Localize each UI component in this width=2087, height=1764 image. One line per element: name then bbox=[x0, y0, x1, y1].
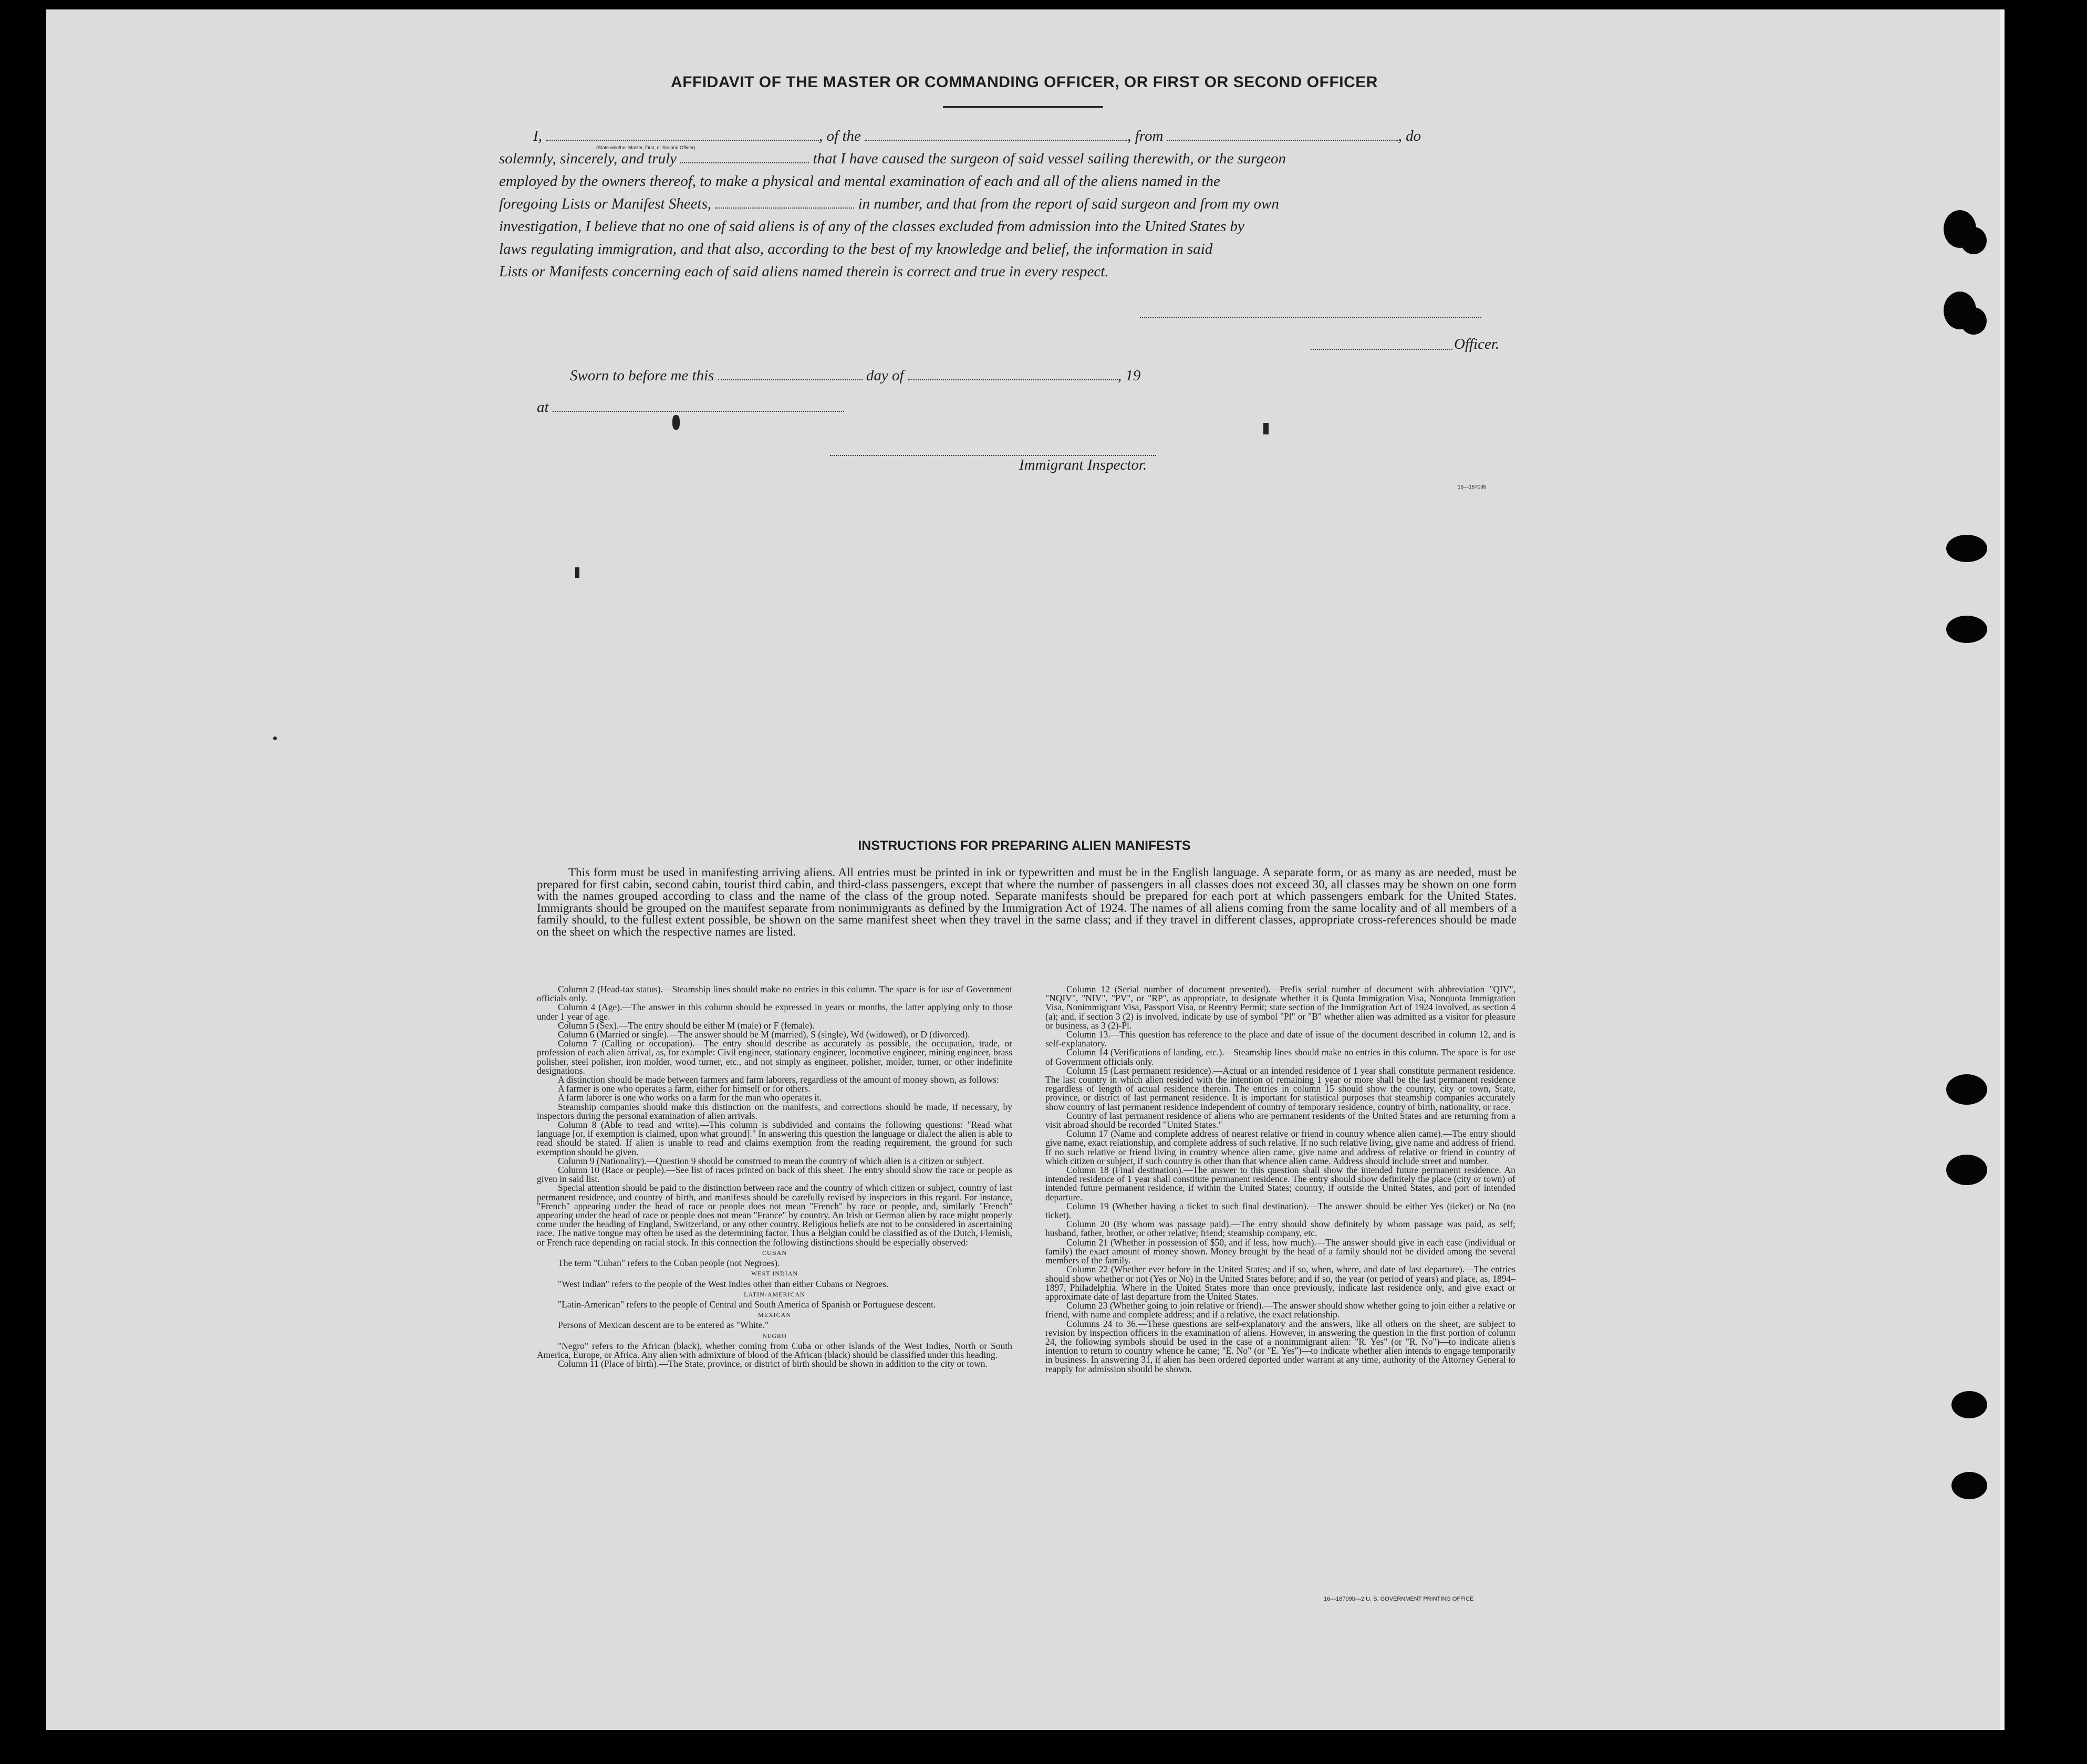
race-heading: CUBAN bbox=[762, 1249, 787, 1257]
race-heading: WEST INDIAN bbox=[751, 1270, 798, 1278]
vessel-name-field[interactable] bbox=[865, 139, 1127, 141]
instruction-paragraph: Column 18 (Final destination).—The answer to this question shall show the intended future permanent residence. An intended residence of 1 year shall constitute permanent residence. The entry should show definitely the place (city or town) of intended future permanent residence, if within the United States; country, if outside the United States, and port of intended departure. bbox=[1045, 1165, 1515, 1202]
officer-title-line[interactable] bbox=[1311, 349, 1452, 350]
instruction-paragraph: Column 23 (Whether going to join relative or friend).—The answer should show whether going to join either a relative or friend, with name and complete address; and if a relative, the exact relationship. bbox=[1045, 1300, 1515, 1320]
sheet-count-field[interactable] bbox=[715, 207, 854, 209]
race-definition: "Latin-American" refers to the people of Central and South America of Spanish or Portuguese descent. bbox=[558, 1299, 936, 1310]
punch-hole bbox=[1951, 1472, 1987, 1499]
officer-rank-field[interactable] bbox=[546, 139, 819, 141]
inspector-label: Immigrant Inspector. bbox=[1019, 456, 1147, 473]
instruction-paragraph: Steamship companies should make this distinction on the manifests, and corrections should be made, if necessary, by inspectors during the personal examination of alien arrivals. bbox=[537, 1101, 1012, 1121]
instruction-paragraph: Column 15 (Last permanent residence).—Actual or an intended residence of 1 year shall constitute permanent residence. The last country in which alien resided with the intention of remaining 1 year or more shall be the last permanent residence regardless of length of actual residence therein. The entries in column 15 should show the country, city or town, State, province, or district of last permanent residence. It is important for statistical purposes that steamship companies accurately show country of last permanent residence independent of country of temporary residence, country of birth, nationality, or race. bbox=[1045, 1065, 1515, 1112]
affidavit-solemnly: solemnly, sincerely, and truly bbox=[499, 150, 677, 167]
race-heading: MEXICAN bbox=[758, 1311, 791, 1319]
punch-hole bbox=[1951, 1391, 1987, 1418]
race-heading: LATIN-AMERICAN bbox=[744, 1290, 805, 1298]
race-definition: "Negro" refers to the African (black), whether coming from Cuba or other islands of the West Indies, North or South America, Europe, or Africa. Any alien with admixture of blood of the African (black) should be classified under this heading. bbox=[537, 1340, 1012, 1360]
ink-mark bbox=[273, 736, 277, 740]
at-label: at bbox=[537, 399, 549, 416]
sworn-line bbox=[570, 365, 1140, 387]
instruction-paragraph: Column 2 (Head-tax status).—Steamship lines should make no entries in this column. The space is for use of Government officials only. bbox=[537, 984, 1012, 1004]
sworn-label: Sworn to before me this bbox=[570, 367, 714, 384]
instruction-paragraph: A farmer is one who operates a farm, either for himself or for others. bbox=[558, 1083, 811, 1094]
instructions-right-column bbox=[1045, 985, 1515, 1374]
instruction-paragraph: Column 21 (Whether in possession of $50, and if less, how much).—The answer should give in each case (individual or family) the exact amount of money shown. Money brought by the head of a family should not be divided among the several members of the family. bbox=[1045, 1237, 1515, 1266]
punch-hole bbox=[1946, 535, 1987, 562]
affidavit-line-3: employed by the owners thereof, to make a physical and mental examination of each and all of the aliens named in the bbox=[499, 173, 1220, 190]
race-definition: The term "Cuban" refers to the Cuban people (not Negroes). bbox=[558, 1258, 780, 1269]
affidavit-surgeon-text: that I have caused the surgeon of said vessel sailing therewith, or the surgeon bbox=[813, 150, 1286, 167]
affidavit-i: I, bbox=[533, 128, 542, 144]
instruction-paragraph: Column 8 (Able to read and write).—This column is subdivided and contains the following questions: "Read what language [or, if exemption is claimed, upon what ground]." In answering this question the language or dialect the alien is able to read should be stated. If alien is unable to read and claims exemption from the reading requirement, the ground for such exemption should be given. bbox=[537, 1119, 1012, 1157]
instruction-paragraph: A distinction should be made between farmers and farm laborers, regardless of the amount of money shown, as follows: bbox=[558, 1074, 999, 1085]
instruction-paragraph: Column 22 (Whether ever before in the United States; and if so, when, where, and date of last departure).—The entries should show whether or not (Yes or No) in the United States before; and if so, the year (or period of years) and place, as, 1894–1897, Philadelphia. Where in the United States more than once previously, indicate last residence only, and give exact or approximate date of last departure from the United States. bbox=[1045, 1264, 1515, 1302]
year-label: , 19 bbox=[1117, 367, 1141, 384]
instruction-paragraph: Column 10 (Race or people).—See list of races printed on back of this sheet. The entry should show the race or people as given in said list. bbox=[537, 1165, 1012, 1185]
instruction-paragraph: Column 12 (Serial number of document presented).—Prefix serial number of document with abbreviation "QIV", "NQIV", "NIV", "PV", or "RP", as appropriate, to designate whether it is Quota Immigration Visa, Nonquota Immigration Visa, Nonimmigrant Visa, Passport Visa, or Reentry Permit; state section of the Immigration Act of 1924 involved, as section 4 (a); and, if section 3 (2) is involved, indicate by use of symbol "Pl" or "B" whether alien was admitted as a visitor for pleasure or business, as 3 (2)-Pl. bbox=[1045, 984, 1515, 1031]
instructions-title: INSTRUCTIONS FOR PREPARING ALIEN MANIFESTS bbox=[858, 838, 1191, 853]
do-label: , do bbox=[1398, 128, 1421, 144]
printing-office-footer: 16—18709b—2 U. S. GOVERNMENT PRINTING OFFICE bbox=[1324, 1596, 1474, 1602]
officer-rank-note: (State whether Master, First, or Second Officer) bbox=[596, 145, 695, 150]
instruction-paragraph: Country of last permanent residence of aliens who are permanent residents of the United States and are returning from a visit abroad should be recorded "United States." bbox=[1045, 1110, 1515, 1130]
oath-type-field[interactable] bbox=[680, 162, 809, 163]
sworn-day-field[interactable] bbox=[718, 379, 863, 380]
affidavit-foregoing: foregoing Lists or Manifest Sheets, bbox=[499, 195, 712, 212]
sworn-place-field[interactable] bbox=[553, 410, 844, 412]
affidavit-line-2 bbox=[499, 148, 1515, 170]
instruction-paragraph: Column 14 (Verifications of landing, etc.).—Steamship lines should make no entries in this column. The space is for use of Government officials only. bbox=[1045, 1047, 1515, 1067]
instruction-paragraph: A farm laborer is one who works on a farm for the man who operates it. bbox=[558, 1092, 822, 1103]
officer-label: Officer. bbox=[1454, 336, 1500, 352]
affidavit-line-7: Lists or Manifests concerning each of said aliens named therein is correct and true in every respect. bbox=[499, 263, 1109, 280]
instruction-paragraph: Column 7 (Calling or occupation).—The entry should describe as accurately as possible, the occupation, trade, or profession of each alien arrival, as, for example: Civil engineer, stationary engineer, locomotive engineer, mining engineer, brass polisher, steel polisher, iron molder, wood turner, etc., and not simply as engineer, polisher, molder, turner, or other indefinite designations. bbox=[537, 1038, 1012, 1076]
affidavit-line-4 bbox=[499, 193, 1279, 215]
title-rule bbox=[943, 106, 1103, 108]
punch-hole bbox=[1946, 1074, 1987, 1105]
instruction-paragraph: Column 17 (Name and complete address of nearest relative or friend in country whence alien came).—The entry should give name, exact relationship, and complete address of such relative. If no such relative living, give name and address of friend. If no such relative or friend living in country whence alien came, give name and address of relative or friend in country of which citizen or subject, if such country is other than that whence alien came. Address should include street and number. bbox=[1045, 1128, 1515, 1166]
instruction-paragraph: Column 20 (By whom was passage paid).—The entry should show definitely by whom passage was paid, as self; husband, father, brother, or other relative; friend; steamship company, etc. bbox=[1045, 1219, 1515, 1239]
sworn-month-field[interactable] bbox=[908, 379, 1118, 380]
instruction-paragraph: Columns 24 to 36.—These questions are self-explanatory and the answers, like all others on the sheet, are subject to revision by inspection officers in the examination of aliens. However, in answering the question in the first portion of column 24, the following symbols should be used in the case of a nonimmigrant alien: "R. Yes" (or "R. No")—to indicate alien's intention to return to country whence he came; "E. No" (or "E. Yes")—to indicate whether alien intends to engage temporarily in business. In answering 31, if alien has been ordered deported under warrant at any time, authority of the Attorney General to reapply for admission should be shown. bbox=[1045, 1318, 1515, 1374]
instruction-paragraph: Column 11 (Place of birth).—The State, province, or district of birth should be shown in addition to the city or town. bbox=[558, 1358, 988, 1369]
race-heading: NEGRO bbox=[762, 1332, 787, 1340]
race-definition: Persons of Mexican descent are to be entered as "White." bbox=[558, 1320, 769, 1331]
affidavit-line-5: investigation, I believe that no one of said aliens is of any of the classes excluded from admission into the United States by bbox=[499, 218, 1244, 235]
affidavit-title: AFFIDAVIT OF THE MASTER OR COMMANDING OFFICER, OR FIRST OR SECOND OFFICER bbox=[671, 74, 1378, 91]
ink-mark bbox=[575, 567, 579, 578]
punch-hole bbox=[1960, 307, 1987, 335]
affidavit-line-1 bbox=[533, 125, 1515, 148]
punch-hole bbox=[1946, 616, 1987, 643]
punch-hole bbox=[1946, 1155, 1987, 1185]
instruction-paragraph: Column 5 (Sex).—The entry should be either M (male) or F (female). bbox=[558, 1020, 815, 1031]
instruction-paragraph: Column 19 (Whether having a ticket to such final destination).—The answer should be either Yes (ticket) or No (no ticket). bbox=[1045, 1200, 1515, 1221]
affidavit-number-text: in number, and that from the report of said surgeon and from my own bbox=[858, 195, 1279, 212]
port-field[interactable] bbox=[1167, 139, 1398, 141]
race-definition: "West Indian" refers to the people of the West Indies other than either Cubans or Negroes. bbox=[558, 1278, 889, 1289]
ink-mark bbox=[1263, 423, 1269, 434]
of-the-label: , of the bbox=[819, 128, 861, 144]
instruction-paragraph: Column 6 (Married or single).—The answer should be M (married), S (single), Wd (widowed), or D (divorced). bbox=[558, 1029, 970, 1040]
instructions-intro: This form must be used in manifesting arriving aliens. All entries must be printed in ink or typewritten and must be in the English language. A separate form, or as many as are needed, must be prepared for first cabin, second cabin, tourist third cabin, and third-class passengers, except that where the number of passengers in all classes does not exceed 30, all classes may be shown on one form with the names grouped according to class and the name of the class of the group noted. Separate manifests should be prepared for each port at which passengers embark for the United States. Immigrants should be grouped on the manifest separate from nonimmigrants as defined by the Immigration Act of 1924. The names of all aliens coming from the same locality and of all members of a family should, to the fullest extent possible, be shown on the same manifest sheet when they travel in the same class; and if they travel in different classes, appropriate cross-references should be made on the sheet on which the respective names are listed. bbox=[537, 866, 1517, 938]
instruction-paragraph: Column 13.—This question has reference to the place and date of issue of the document described in column 12, and is self-explanatory. bbox=[1045, 1029, 1515, 1049]
instruction-paragraph: Special attention should be paid to the distinction between race and the country of which citizen or subject, country of last permanent residence, and country of birth, and manifests should be carefully revised by inspectors in this regard. For instance, "French" appearing under the head of race or people does not mean "French" by race or people, and, similarly "French" appearing under the head of race or people does not mean "France" by country. An Irish or German alien by race might properly come under the heading of England, Switzerland, or any other country. Religious beliefs are not to be considered in ascertaining race. The native tongue may often be used as the determining factor. Thus a Belgian could be classified as of the Dutch, Flemish, or French race depending on racial stock. In this connection the following distinctions should be especially observed: bbox=[537, 1182, 1012, 1248]
day-of-label: day of bbox=[866, 367, 904, 384]
from-label: , from bbox=[1127, 128, 1164, 144]
instructions-left-column bbox=[537, 985, 1012, 1368]
instruction-paragraph: Column 9 (Nationality).—Question 9 should be construed to mean the country of which alien is a citizen or subject. bbox=[558, 1155, 984, 1166]
instruction-paragraph: Column 4 (Age).—The answer in this column should be expressed in years or months, the latter applying only to those under 1 year of age. bbox=[537, 1002, 1012, 1022]
affidavit-line-6: laws regulating immigration, and that also, according to the best of my knowledge and belief, the information in said bbox=[499, 241, 1213, 257]
punch-hole bbox=[1960, 227, 1987, 254]
form-number: 16—18709b bbox=[1458, 484, 1487, 490]
officer-signature-line[interactable] bbox=[1140, 317, 1481, 318]
at-line bbox=[537, 396, 844, 419]
